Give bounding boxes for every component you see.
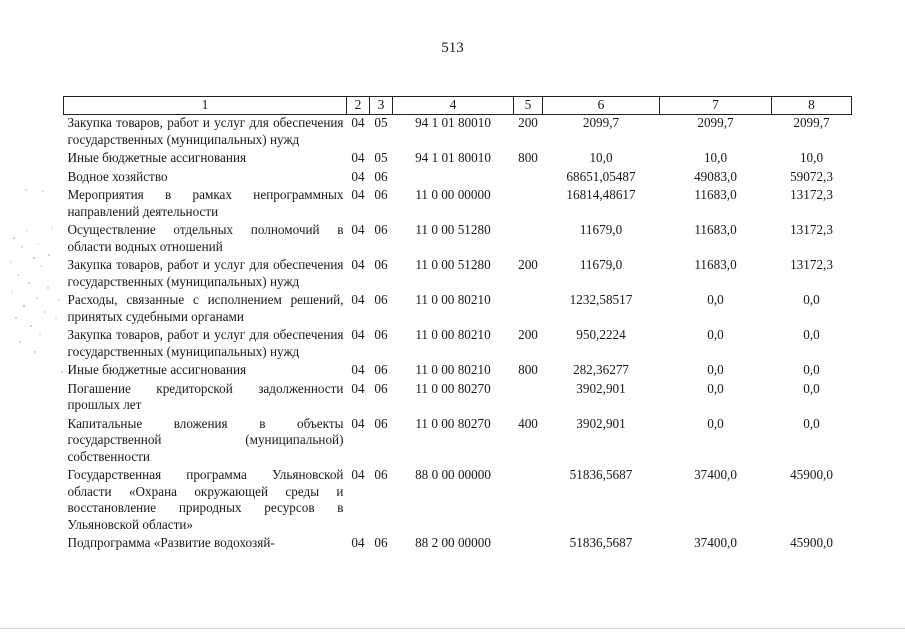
cell-amount-col7: 0,0 xyxy=(707,362,724,377)
cell-expense-type: 800 xyxy=(518,362,538,377)
cell-expense-type xyxy=(514,381,543,416)
cell-amount-col6: 3902,901 xyxy=(576,415,626,431)
table-row xyxy=(64,467,852,535)
cell-subsection: 06 xyxy=(374,535,388,550)
cell-subsection: 06 xyxy=(374,415,388,431)
cell-target-code: 11 0 00 00000 xyxy=(415,187,491,202)
cell-target-code xyxy=(393,169,514,188)
cell-target-code: 94 1 01 80010 xyxy=(415,150,491,165)
cell-section: 04 xyxy=(351,187,365,202)
cell-amount-col8: 13172,3 xyxy=(790,222,833,237)
cell-expense-type xyxy=(514,169,543,188)
cell-subsection: 06 xyxy=(374,222,388,237)
cell-amount-col7: 11683,0 xyxy=(694,222,737,237)
cell-section: 04 xyxy=(351,168,365,184)
table-row xyxy=(64,362,852,381)
table-row xyxy=(64,257,852,292)
cell-amount-col6: 68651,05487 xyxy=(566,168,636,184)
cell-amount-col7: 10,0 xyxy=(703,150,728,165)
table-row xyxy=(64,292,852,327)
cell-amount-col8: 0,0 xyxy=(803,415,820,431)
cell-amount-col6: 16814,48617 xyxy=(566,187,636,202)
table-row xyxy=(64,535,852,554)
cell-amount-col7: 0,0 xyxy=(707,415,724,431)
table-row xyxy=(64,169,852,188)
cell-amount-col8: 45900,0 xyxy=(790,535,833,550)
table-row xyxy=(64,115,852,151)
cell-amount-col6: 11679,0 xyxy=(579,257,623,272)
cell-amount-col6: 11679,0 xyxy=(579,222,623,237)
cell-amount-col8: 59072,3 xyxy=(790,168,833,184)
cell-name: Погашение кредиторской задолженности прошлых лет xyxy=(67,380,344,412)
table-row xyxy=(64,416,852,468)
cell-expense-type: 800 xyxy=(518,150,538,165)
table-row xyxy=(64,187,852,222)
header-col-2: 2 xyxy=(347,97,370,115)
cell-amount-col8: 13172,3 xyxy=(790,187,833,202)
cell-subsection: 06 xyxy=(374,257,388,272)
cell-section: 04 xyxy=(351,535,365,550)
table-row xyxy=(64,381,852,416)
cell-subsection: 06 xyxy=(374,380,388,396)
cell-amount-col8: 0,0 xyxy=(803,292,820,307)
cell-name: Закупка товаров, работ и услуг для обеспечения государственных (муниципальных) нужд xyxy=(67,257,344,289)
cell-target-code: 11 0 00 80270 xyxy=(415,380,491,396)
scan-edge-line xyxy=(0,628,905,629)
cell-amount-col6: 950,2224 xyxy=(576,327,626,342)
cell-amount-col6: 2099,7 xyxy=(582,115,620,130)
cell-name: Подпрограмма «Развитие водохозяй- xyxy=(67,535,275,550)
cell-amount-col6: 1232,58517 xyxy=(569,292,633,307)
cell-name: Закупка товаров, работ и услуг для обеспечения государственных (муниципальных) нужд xyxy=(67,327,344,359)
cell-name: Иные бюджетные ассигнования xyxy=(67,362,247,377)
cell-amount-col8: 13172,3 xyxy=(790,257,833,272)
cell-amount-col7: 11683,0 xyxy=(694,257,737,272)
cell-section: 04 xyxy=(351,115,365,130)
cell-amount-col6: 51836,5687 xyxy=(569,535,633,550)
cell-amount-col7: 0,0 xyxy=(707,380,724,396)
cell-target-code: 11 0 00 51280 xyxy=(415,222,491,237)
cell-name: Закупка товаров, работ и услуг для обеспечения государственных (муниципальных) нужд xyxy=(67,115,344,147)
table-row xyxy=(64,150,852,169)
cell-subsection: 06 xyxy=(374,327,388,342)
cell-expense-type: 200 xyxy=(518,327,538,342)
cell-amount-col6: 51836,5687 xyxy=(569,467,633,482)
cell-section: 04 xyxy=(351,380,365,396)
cell-section: 04 xyxy=(351,222,365,237)
cell-target-code: 11 0 00 51280 xyxy=(415,257,491,272)
cell-name: Иные бюджетные ассигнования xyxy=(67,150,247,165)
cell-name: Расходы, связанные с исполнением решений, принятых судебными органами xyxy=(67,292,344,324)
cell-target-code: 11 0 00 80210 xyxy=(415,292,491,307)
cell-amount-col7: 2099,7 xyxy=(697,115,734,130)
cell-target-code: 94 1 01 80010 xyxy=(415,115,491,130)
cell-subsection: 06 xyxy=(374,292,388,307)
cell-name: Водное хозяйство xyxy=(67,168,168,184)
header-col-8: 8 xyxy=(772,97,852,115)
cell-target-code: 11 0 00 80210 xyxy=(415,362,491,377)
cell-name: Мероприятия в рамках непрограммных направлений деятельности xyxy=(67,187,344,219)
cell-expense-type xyxy=(514,535,543,554)
cell-amount-col8: 10,0 xyxy=(799,150,824,165)
cell-amount-col6: 3902,901 xyxy=(576,380,626,396)
cell-section: 04 xyxy=(351,292,365,307)
cell-section: 04 xyxy=(351,415,365,431)
cell-target-code: 11 0 00 80270 xyxy=(415,415,491,431)
cell-section: 04 xyxy=(351,362,365,377)
page-number: 513 xyxy=(441,40,464,56)
header-col-7: 7 xyxy=(660,97,772,115)
cell-subsection: 06 xyxy=(374,467,388,482)
header-col-4: 4 xyxy=(393,97,514,115)
budget-table xyxy=(63,96,852,554)
cell-subsection: 05 xyxy=(374,115,388,130)
cell-name: Осуществление отдельных полномочий в области водных отношений xyxy=(67,222,344,254)
cell-amount-col7: 37400,0 xyxy=(694,467,737,482)
cell-amount-col7: 49083,0 xyxy=(694,168,737,184)
cell-amount-col7: 37400,0 xyxy=(694,535,737,550)
header-col-5: 5 xyxy=(514,97,543,115)
cell-target-code: 11 0 00 80210 xyxy=(415,327,491,342)
cell-amount-col8: 2099,7 xyxy=(793,115,830,130)
header-col-3: 3 xyxy=(370,97,393,115)
cell-expense-type: 200 xyxy=(518,115,538,130)
cell-amount-col7: 0,0 xyxy=(707,327,724,342)
cell-expense-type xyxy=(514,187,543,222)
cell-subsection: 06 xyxy=(374,187,388,202)
cell-amount-col8: 45900,0 xyxy=(790,467,833,482)
cell-expense-type xyxy=(514,292,543,327)
cell-expense-type xyxy=(514,222,543,257)
cell-amount-col7: 0,0 xyxy=(707,292,724,307)
cell-amount-col7: 11683,0 xyxy=(694,187,737,202)
table-header-row xyxy=(64,97,852,115)
table-row xyxy=(64,327,852,362)
cell-name: Капитальные вложения в объекты государственной (муниципальной) собственности xyxy=(67,415,344,464)
cell-subsection: 06 xyxy=(374,168,388,184)
cell-amount-col8: 0,0 xyxy=(803,362,820,377)
cell-expense-type xyxy=(514,467,543,535)
cell-subsection: 06 xyxy=(374,362,388,377)
cell-section: 04 xyxy=(351,467,365,482)
cell-target-code: 88 2 00 00000 xyxy=(415,535,491,550)
cell-amount-col8: 0,0 xyxy=(803,380,820,396)
cell-amount-col6: 10,0 xyxy=(589,150,613,165)
cell-amount-col6: 282,36277 xyxy=(572,362,630,377)
cell-target-code: 88 0 00 00000 xyxy=(415,467,491,482)
cell-section: 04 xyxy=(351,257,365,272)
header-col-1: 1 xyxy=(64,97,347,115)
cell-expense-type: 200 xyxy=(518,257,538,272)
header-col-6: 6 xyxy=(543,97,660,115)
table-row xyxy=(64,222,852,257)
cell-section: 04 xyxy=(351,150,365,165)
cell-subsection: 05 xyxy=(374,150,388,165)
cell-section: 04 xyxy=(351,327,365,342)
cell-amount-col8: 0,0 xyxy=(803,327,820,342)
cell-expense-type: 400 xyxy=(518,415,538,431)
cell-name: Государственная программа Ульяновской области «Охрана окружающей среды и восстановление природных ресурсов в Ульяновской области» xyxy=(67,467,344,532)
